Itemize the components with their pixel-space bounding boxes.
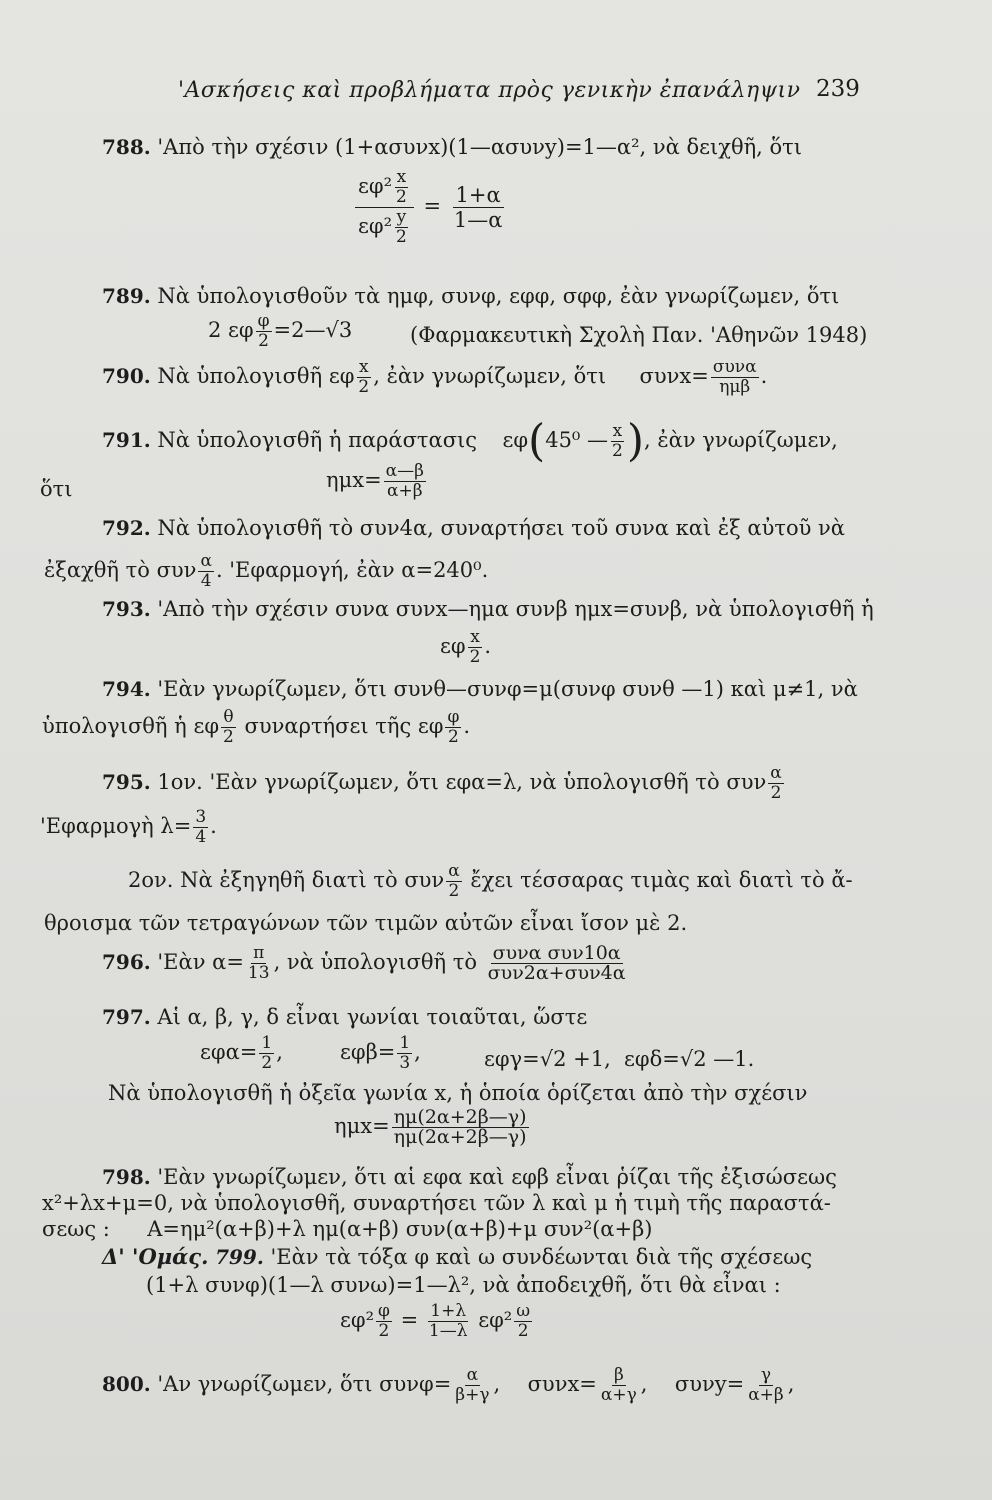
exercise-text: Νὰ ὑπολογισθῆ εφ: [157, 364, 355, 388]
exercise-text: 'Aπὸ τὴν σχέσιν συνα συνx—ημα συνβ ημx=συνβ, νὰ ὑπολογισθῆ ἡ: [157, 597, 874, 621]
term: εφβ=: [340, 1040, 396, 1064]
numerator: φ: [257, 311, 270, 331]
term: συνx=: [639, 364, 709, 388]
term: εφ²: [358, 174, 393, 198]
numerator: 3: [195, 807, 207, 827]
exercise-number: 788.: [102, 135, 151, 159]
exercise-text: Νὰ ὑπολογισθοῦν τὰ ημφ, συνφ, εφφ, σφφ, ἐὰν γνωρίζωμεν, ὅτι: [157, 284, 840, 308]
numerator: α—β: [385, 461, 424, 481]
formula-797-1: [200, 1034, 283, 1073]
exercise-text: Aἱ α, β, γ, δ εἶναι γωνίαι τοιαῦται, ὥστε: [157, 1005, 588, 1029]
exercise-text: 2ον. Νὰ ἐξηγηθῆ διατὶ τὸ συν: [128, 868, 445, 892]
numerator: x: [359, 357, 369, 377]
formula-789: [208, 312, 352, 351]
exercise-788: [102, 134, 802, 160]
numerator: α: [200, 551, 212, 571]
term: =2—√3: [273, 318, 353, 342]
numerator: β: [613, 1365, 624, 1385]
exercise-number: 792.: [102, 516, 151, 540]
fraction: [451, 183, 506, 232]
exercise-797: [102, 1004, 587, 1030]
numerator: π: [253, 943, 265, 963]
page-number: 239: [816, 76, 860, 102]
numerator: α: [770, 763, 782, 783]
term: ημx=: [334, 1114, 390, 1138]
denominator: 4: [195, 827, 207, 847]
group-label: Δ' 'Ομάς.: [102, 1244, 209, 1269]
exercise-791: 791. Νὰ ὑπολογισθῆ ἡ παράστασις εφ(45⁰ — $\frac{x}{2}$ ), ἐὰν γνωρίζωμεν,: [102, 415, 838, 467]
denominator: ημ(2α+2β—γ): [393, 1126, 527, 1148]
denominator: 2: [223, 727, 234, 747]
exercise-795-line4: θροισμα τῶν τετραγώνων τῶν τιμῶν αὐτῶν εἶναι ἴσον μὲ 2.: [44, 911, 688, 935]
term: .: [210, 814, 217, 838]
denominator: 1—α: [453, 208, 503, 232]
numerator: γ: [760, 1365, 772, 1385]
denominator: 2: [258, 331, 269, 351]
denominator: συν2α+συν4α: [487, 962, 626, 984]
exercise-number: 794.: [102, 677, 151, 701]
equals-sign: =: [423, 194, 442, 218]
denominator: 2: [261, 1053, 273, 1073]
term: εφ²: [358, 214, 393, 238]
source-note: (Φαρμακευτικὴ Σχολὴ Παν. 'Aθηνῶν 1948): [410, 323, 868, 347]
denominator: α+β: [748, 1385, 784, 1405]
term: ,: [640, 1372, 648, 1396]
numerator: α: [466, 1365, 479, 1385]
exercise-number: 793.: [102, 597, 151, 621]
numerator: ημ(2α+2β—γ): [393, 1106, 527, 1128]
term: εφα=: [200, 1040, 258, 1064]
numerator: x: [612, 421, 623, 441]
denominator: β+γ: [455, 1385, 490, 1405]
equals-sign: =: [400, 1308, 419, 1332]
denominator: ημβ: [719, 377, 751, 397]
numerator: φ: [378, 1301, 390, 1321]
numerator: ω: [516, 1301, 531, 1321]
denominator: 2: [378, 1321, 390, 1341]
formula-797-2: [340, 1034, 421, 1073]
term: εφ²: [478, 1308, 513, 1332]
denominator: 4: [200, 571, 212, 591]
exercise-text: 'Εὰν γνωρίζωμεν, ὅτι συνθ—συνφ=μ(συνφ συνθ —1) καὶ μ≠1, νὰ: [157, 677, 858, 701]
denominator: 2: [517, 1321, 529, 1341]
exercise-text: ἔχει τέσσαρας τιμὰς καὶ διατὶ τὸ ἄ-: [470, 868, 853, 892]
exercise-number: 796.: [102, 950, 151, 974]
term: ,: [493, 1372, 501, 1396]
exercise-text: , νὰ ὑπολογισθῆ τὸ: [273, 950, 477, 974]
denominator: 2: [396, 187, 407, 207]
exercise-789: [102, 283, 839, 309]
exercise-text: ὑπολογισθῆ ἡ εφ: [42, 714, 220, 738]
exercise-number: 791.: [102, 428, 151, 452]
denominator: 1—λ: [428, 1321, 468, 1341]
formula-791: [326, 462, 428, 501]
formula-797-4: εφδ=√2 —1.: [624, 1047, 755, 1071]
exercise-text: 1ον. 'Εὰν γνωρίζωμεν, ὅτι εφα=λ, νὰ ὑπολογισθῆ τὸ συν: [157, 770, 767, 794]
exercise-799-line2: (1+λ συνφ)(1—λ συνω)=1—λ², νὰ ἀποδειχθῆ, ὅτι θὰ εἶναι :: [146, 1273, 781, 1297]
exercise-text: 'Aν γνωρίζωμεν, ὅτι συνφ=: [157, 1372, 452, 1396]
term: 2 εφ: [208, 318, 254, 342]
term: ,: [787, 1372, 795, 1396]
numerator: x: [470, 627, 480, 647]
exercise-795: [102, 764, 786, 803]
exercise-number: 799.: [215, 1245, 264, 1269]
exercise-number: 795.: [102, 770, 151, 794]
denominator: 3: [399, 1053, 411, 1073]
exercise-text: , ἐὰν γνωρίζωμεν,: [644, 428, 838, 452]
exercise-text: 'Εὰν α=: [157, 950, 244, 974]
oti-word: ὅτι: [40, 477, 73, 501]
exercise-number: 789.: [102, 284, 151, 308]
exercise-792: [102, 515, 845, 541]
exercise-795-line3: [128, 862, 853, 901]
denominator: 2: [612, 441, 623, 461]
exercise-800: [102, 1366, 794, 1405]
exercise-number: 797.: [102, 1005, 151, 1029]
formula: A=ημ²(α+β)+λ ημ(α+β) συν(α+β)+μ συν²(α+β): [147, 1217, 653, 1241]
exercise-799: [102, 1244, 812, 1270]
term: .: [484, 634, 492, 658]
exercise-text: 'Εφαρμογὴ λ=: [40, 814, 192, 838]
exercise-text: . 'Εφαρμογή, ἐὰν α=240⁰.: [215, 558, 489, 582]
exercise-797-line3: Νὰ ὑπολογισθῆ ἡ ὀξεῖα γωνία x, ἡ ὁποία ὁρίζεται ἀπὸ τὴν σχέσιν: [108, 1081, 808, 1105]
exercise-794: [102, 676, 858, 702]
term: ,: [276, 1040, 283, 1064]
exercise-793-line2: [440, 628, 491, 667]
exercise-text: 'Εὰν γνωρίζωμεν, ὅτι αἱ εφα καὶ εφβ εἶναι ῥίζαι τῆς ἐξισώσεως: [157, 1165, 837, 1189]
term: εφ²: [340, 1308, 375, 1332]
exercise-text: , ἐὰν γνωρίζωμεν, ὅτι: [373, 364, 607, 388]
exercise-number: 790.: [102, 364, 151, 388]
denominator: 13: [247, 963, 270, 983]
running-header: 'Ασκήσεις καὶ προβλήματα πρὸς γενικὴν ἐπανάληψιν: [178, 78, 801, 103]
exercise-text: 'Aπὸ τὴν σχέσιν (1+ασυνx)(1—ασυνy)=1—α², νὰ δειχθῆ, ὅτι: [157, 135, 803, 159]
exercise-798-line2: x²+λx+μ=0, νὰ ὑπολογισθῆ, συναρτήσει τῶν λ καὶ μ ἡ τιμὴ τῆς παραστά-: [42, 1191, 831, 1215]
exercise-798-line3: [42, 1216, 652, 1242]
exercise-text: Νὰ ὑπολογισθῆ τὸ συν4α, συναρτήσει τοῦ συνα καὶ ἐξ αὐτοῦ νὰ: [157, 516, 845, 540]
formula-788: [352, 168, 508, 247]
term: ημx=: [326, 468, 382, 492]
numerator: 1: [399, 1033, 411, 1053]
denominator: 2: [448, 727, 459, 747]
exercise-number: 798.: [102, 1165, 151, 1189]
denominator: 2: [469, 647, 481, 667]
exercise-text: 'Εὰν τὰ τόξα φ καὶ ω συνδέωνται διὰ τῆς σχέσεως: [270, 1245, 813, 1269]
denominator: 2: [448, 881, 460, 901]
numerator: 1+α: [453, 183, 504, 208]
denominator: α+γ: [600, 1385, 637, 1405]
formula-797-3: εφγ=√2 +1,: [484, 1047, 611, 1071]
exercise-798: [102, 1164, 837, 1190]
numerator: x: [396, 167, 407, 187]
exercise-text: ἐξαχθῆ τὸ συν: [44, 558, 197, 582]
denominator: 2: [358, 377, 370, 397]
term: 45⁰ —: [545, 428, 609, 452]
exercise-794-line2: [42, 708, 470, 747]
exercise-text: συναρτήσει τῆς εφ: [244, 714, 444, 738]
formula-799: [340, 1302, 534, 1341]
numerator: συνα συν10α: [492, 942, 621, 964]
big-fraction: [355, 168, 414, 247]
exercise-790: 790. Νὰ ὑπολογισθῆ εφ $\frac{x}{2}$ , ἐὰν γνωρίζωμεν, ὅτι συνx= συνα ημβ .: [102, 357, 768, 397]
numerator: 1+λ: [430, 1301, 467, 1321]
term: συνx=: [527, 1372, 597, 1396]
denominator: 2: [770, 783, 782, 803]
exercise-number: 800.: [102, 1372, 151, 1396]
exercise-792-line2: [44, 552, 488, 591]
exercise-793: [102, 596, 874, 622]
denominator: α+β: [387, 481, 423, 501]
term: εφ: [440, 634, 466, 658]
term: ,: [414, 1040, 421, 1064]
numerator: φ: [447, 707, 460, 727]
formula-797-5: [334, 1108, 531, 1147]
term: .: [463, 714, 471, 738]
numerator: α: [448, 861, 460, 881]
term: εφ: [502, 428, 529, 452]
exercise-796: [102, 944, 630, 983]
exercise-text: σεως :: [42, 1217, 110, 1241]
numerator: 1: [261, 1033, 273, 1053]
numerator: θ: [223, 707, 234, 727]
numerator: συνα: [712, 357, 757, 377]
numerator: y: [396, 207, 407, 227]
term: συνy=: [674, 1372, 745, 1396]
exercise-text: Νὰ ὑπολογισθῆ ἡ παράστασις: [157, 428, 478, 452]
denominator: 2: [396, 227, 407, 247]
exercise-795-line2: [40, 808, 217, 847]
